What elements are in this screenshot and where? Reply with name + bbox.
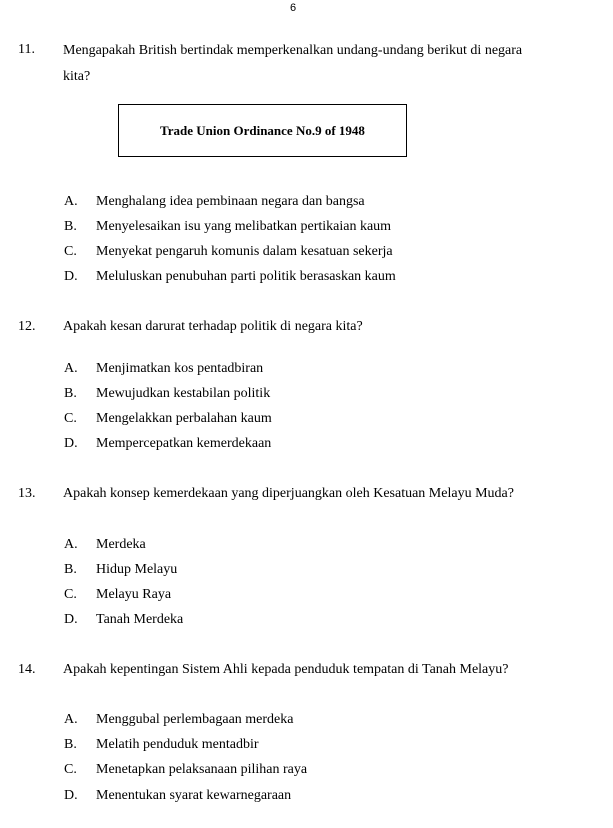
option-letter: B. <box>64 562 77 577</box>
option-letter: B. <box>64 386 77 401</box>
option-text[interactable]: Hidup Melayu <box>96 562 178 577</box>
option-text[interactable]: Mempercepatkan kemerdekaan <box>96 436 272 451</box>
option-letter: C. <box>64 587 77 602</box>
question-number: 13. <box>18 486 36 501</box>
option-letter: B. <box>64 737 77 752</box>
option-text[interactable]: Menentukan syarat kewarnegaraan <box>96 788 292 803</box>
option-text[interactable]: Menjimatkan kos pentadbiran <box>96 361 264 376</box>
option-letter: D. <box>64 788 78 803</box>
option-letter: D. <box>64 269 78 284</box>
option-text[interactable]: Menghalang idea pembinaan negara dan bangsa <box>96 194 365 209</box>
option-letter: C. <box>64 411 77 426</box>
option-text[interactable]: Menetapkan pelaksanaan pilihan raya <box>96 762 308 777</box>
option-letter: A. <box>64 194 78 209</box>
option-text[interactable]: Merdeka <box>96 537 146 552</box>
option-text[interactable]: Tanah Merdeka <box>96 612 184 627</box>
option-letter: A. <box>64 361 78 376</box>
page-number: 6 <box>289 2 297 14</box>
option-letter: D. <box>64 612 78 627</box>
option-text[interactable]: Mengelakkan perbalahan kaum <box>96 411 272 426</box>
option-letter: B. <box>64 219 77 234</box>
question-text: Apakah kesan darurat terhadap politik di negara kita? <box>63 319 363 334</box>
option-letter: C. <box>64 762 77 777</box>
question-text-line: Mengapakah British bertindak memperkenalkan undang-undang berikut di negara <box>63 43 523 58</box>
question-number: 12. <box>18 319 36 334</box>
option-text[interactable]: Menggubal perlembagaan merdeka <box>96 712 294 727</box>
option-text[interactable]: Mewujudkan kestabilan politik <box>96 386 271 401</box>
question-number: 11. <box>18 42 35 57</box>
option-text[interactable]: Menyekat pengaruh komunis dalam kesatuan sekerja <box>96 244 393 259</box>
option-text[interactable]: Menyelesaikan isu yang melibatkan pertikaian kaum <box>96 219 392 234</box>
option-letter: A. <box>64 712 78 727</box>
option-text[interactable]: Melayu Raya <box>96 587 172 602</box>
question-text: Apakah konsep kemerdekaan yang diperjuangkan oleh Kesatuan Melayu Muda? <box>63 486 514 501</box>
option-letter: A. <box>64 537 78 552</box>
question-text: Apakah kepentingan Sistem Ahli kepada penduduk tempatan di Tanah Melayu? <box>63 662 509 677</box>
question-text-line: kita? <box>63 69 91 84</box>
option-letter: C. <box>64 244 77 259</box>
option-letter: D. <box>64 436 78 451</box>
question-text <box>63 38 563 90</box>
option-text[interactable]: Meluluskan penubuhan parti politik berasaskan kaum <box>96 269 396 284</box>
option-text[interactable]: Melatih penduduk mentadbir <box>96 737 259 752</box>
stimulus-box: Trade Union Ordinance No.9 of 1948 <box>118 104 407 157</box>
question-number: 14. <box>18 662 36 677</box>
